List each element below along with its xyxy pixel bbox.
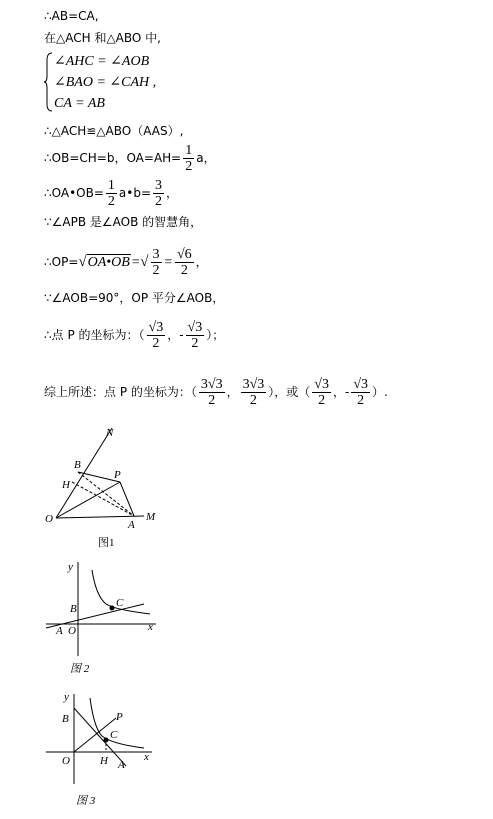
label-p: P	[116, 711, 123, 723]
label-b: B	[74, 459, 81, 471]
sqrt-oa-ob: √OA•OB	[78, 254, 130, 270]
label-a: A	[128, 519, 135, 531]
line-p-coordinate	[44, 318, 224, 352]
summary-or: ），或（	[268, 385, 311, 399]
fraction-root3-over-2-d: $\frac{√3}{2}$	[353, 377, 368, 408]
line-summary	[44, 375, 388, 409]
op-eq1: =	[130, 255, 141, 270]
op-text: ∴OP=	[44, 255, 79, 269]
op-tail: ，	[195, 255, 208, 269]
summary-mid: ，-	[332, 385, 350, 399]
label-o: O	[62, 755, 70, 767]
figure-3	[40, 688, 170, 813]
point-c	[110, 606, 115, 611]
fraction-3root3-over-2-b: $\frac{3√3}{2}$	[242, 377, 265, 408]
system-eq1: ∠AHC = ∠AOB	[54, 54, 150, 69]
fraction-three-half: $\frac{3}{2}$	[155, 178, 162, 209]
caption-fig3: 图 3	[76, 795, 96, 807]
label-y: y	[68, 561, 73, 573]
label-o: O	[68, 625, 76, 637]
segment-ha	[72, 482, 134, 516]
fraction-root3-over-2-b: $\frac{√3}{2}$	[187, 320, 203, 351]
label-h: H	[100, 755, 108, 767]
ob-oa-text: ∴OB=CH=b，OA=AH=	[44, 151, 182, 165]
fraction-half: $\frac{1}{2}$	[185, 143, 193, 174]
label-b: B	[62, 713, 69, 725]
label-y: y	[64, 691, 69, 703]
label-a: A	[118, 759, 125, 771]
op-eq2: =	[163, 255, 173, 270]
system-eq3: CA = AB	[54, 96, 105, 111]
label-m: M	[146, 511, 156, 523]
oaob-tail: ，	[166, 186, 179, 200]
summary-tail: ）.	[372, 385, 388, 399]
caption-fig1: 图1	[98, 537, 115, 549]
fraction-root3-over-2: $\frac{√3}{2}$	[148, 320, 164, 351]
line-wisdom-angle: ∵∠APB 是∠AOB 的智慧角，	[44, 215, 203, 229]
line-congruent: ∴△ACH≌△ABO（AAS）,	[44, 124, 184, 138]
line-op-value	[44, 244, 208, 281]
line-oa-times-ob	[44, 178, 178, 209]
ob-oa-tail: a，	[196, 151, 216, 165]
label-x: x	[144, 751, 149, 763]
label-n: N	[106, 427, 114, 439]
p-coord-tail: ）；	[206, 328, 225, 342]
line-op-bisects: ∵∠AOB=90°，OP 平分∠AOB，	[44, 291, 225, 305]
line-ab-eq-ca: ∴AB=CA,	[44, 9, 99, 23]
label-o: O	[45, 513, 53, 525]
fraction-root3-over-2-c: $\frac{√3}{2}$	[314, 377, 329, 408]
caption-fig2: 图 2	[70, 663, 90, 675]
summary-comma: ，	[226, 385, 239, 399]
fraction-root6-over-2: $\frac{√6}{2}$	[176, 247, 192, 278]
label-c: C	[116, 597, 124, 609]
p-coord-text: ∴点 P 的坐标为：（	[44, 328, 145, 342]
sqrt-three-half: √ $\frac{3}{2}$	[140, 247, 160, 279]
label-b: B	[70, 603, 77, 615]
label-a: A	[56, 625, 63, 637]
summary-text: 综上所述：点 P 的坐标为：（	[44, 385, 197, 399]
label-h: H	[62, 479, 70, 491]
system-eq2: ∠BAO = ∠CAH ,	[54, 75, 157, 90]
fraction-half-2: $\frac{1}{2}$	[107, 178, 115, 209]
system-brace	[44, 52, 54, 112]
line-in-triangles: 在△ACH 和△ABO 中,	[44, 31, 161, 45]
point-c	[104, 738, 109, 743]
fraction-3root3-over-2: $\frac{3√3}{2}$	[200, 377, 223, 408]
p-coord-mid: ，-	[167, 328, 184, 342]
oaob-mid: a•b=	[118, 186, 151, 200]
figure-1	[40, 422, 170, 552]
oaob-text: ∴OA•OB=	[44, 186, 104, 200]
figure-2	[40, 556, 170, 681]
label-p: P	[114, 469, 121, 481]
ray-om	[56, 516, 144, 518]
label-x: x	[148, 621, 153, 633]
line-ob-oa	[44, 143, 216, 174]
label-c: C	[110, 729, 118, 741]
